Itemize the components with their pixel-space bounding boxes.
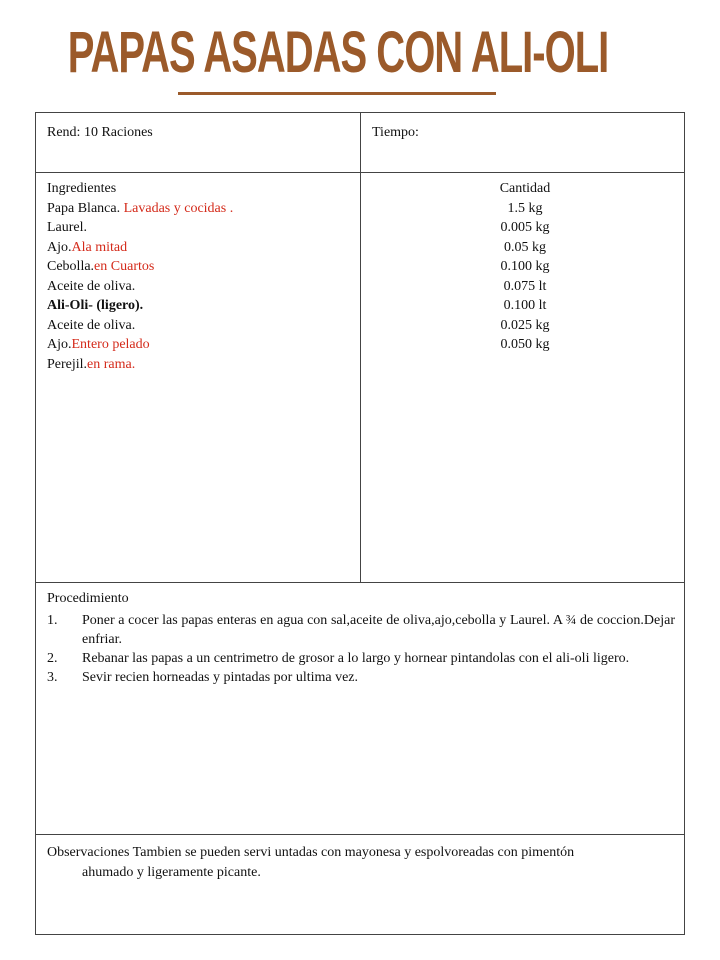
ingredients-list [47,179,352,374]
ingredient-item: Perejil.en rama. [47,356,136,372]
ingredient-item: Aceite de oliva. [47,278,136,294]
ingredient-item: Cebolla.en Cuartos [47,259,155,274]
ingredient-item: Aceite de oliva. [47,317,136,333]
step-number: 2. [47,651,58,666]
observations-row [36,835,684,934]
step-text: Rebanar las papas a un centrimetro de grosor a lo largo y hornear pintandolas con el ali-oli ligero. [82,651,630,666]
time-label: Tiempo: [372,125,419,140]
ingredient-subheading: Ali-Oli- (ligero). [47,298,144,313]
ingredient-item: Ajo.Entero pelado [47,337,150,352]
step-text: Poner a cocer las papas enteras en agua con sal,aceite de oliva,ajo,cebolla y Laurel. A ¾ de coccion.Dejar enfriar. [82,613,675,647]
servings-label: Rend: 10 Raciones [47,125,153,140]
quantity-value: 0.100 lt [503,298,547,313]
ingredients-row [36,173,684,583]
step-number: 1. [47,613,58,628]
procedure-heading: Procedimiento [47,591,129,606]
quantity-list [366,179,684,355]
quantity-value: 0.05 kg [504,239,546,255]
recipe-title: PAPAS ASADAS CON ALI-OLI [67,20,609,85]
quantity-value: 0.025 kg [500,317,550,333]
recipe-table [35,112,685,935]
procedure-step [47,611,675,649]
ingredient-item: Laurel. [47,220,88,235]
procedure-step [47,668,675,687]
ingredients-heading: Ingredientes [47,181,117,196]
step-number: 3. [47,670,58,685]
quantity-value: 0.075 lt [503,278,547,294]
quantity-value: 0.050 kg [500,337,550,352]
title-underline [178,92,496,95]
procedure-steps [47,611,675,687]
step-text: Sevir recien horneadas y pintadas por ultima vez. [82,670,359,685]
quantity-value: 0.005 kg [500,220,550,235]
ingredient-item: Papa Blanca. Lavadas y cocidas . [47,200,234,216]
ingredient-item: Ajo.Ala mitad [47,239,128,255]
procedure-row [36,583,684,835]
procedure-step [47,649,675,668]
observations-text: Observaciones Tambien se pueden servi untadas con mayonesa y espolvoreadas con pimentón ahumado y ligeramente picante. [47,845,575,880]
quantity-value: 0.100 kg [500,259,550,274]
quantity-value: 1.5 kg [507,200,543,216]
quantity-heading: Cantidad [499,181,551,196]
